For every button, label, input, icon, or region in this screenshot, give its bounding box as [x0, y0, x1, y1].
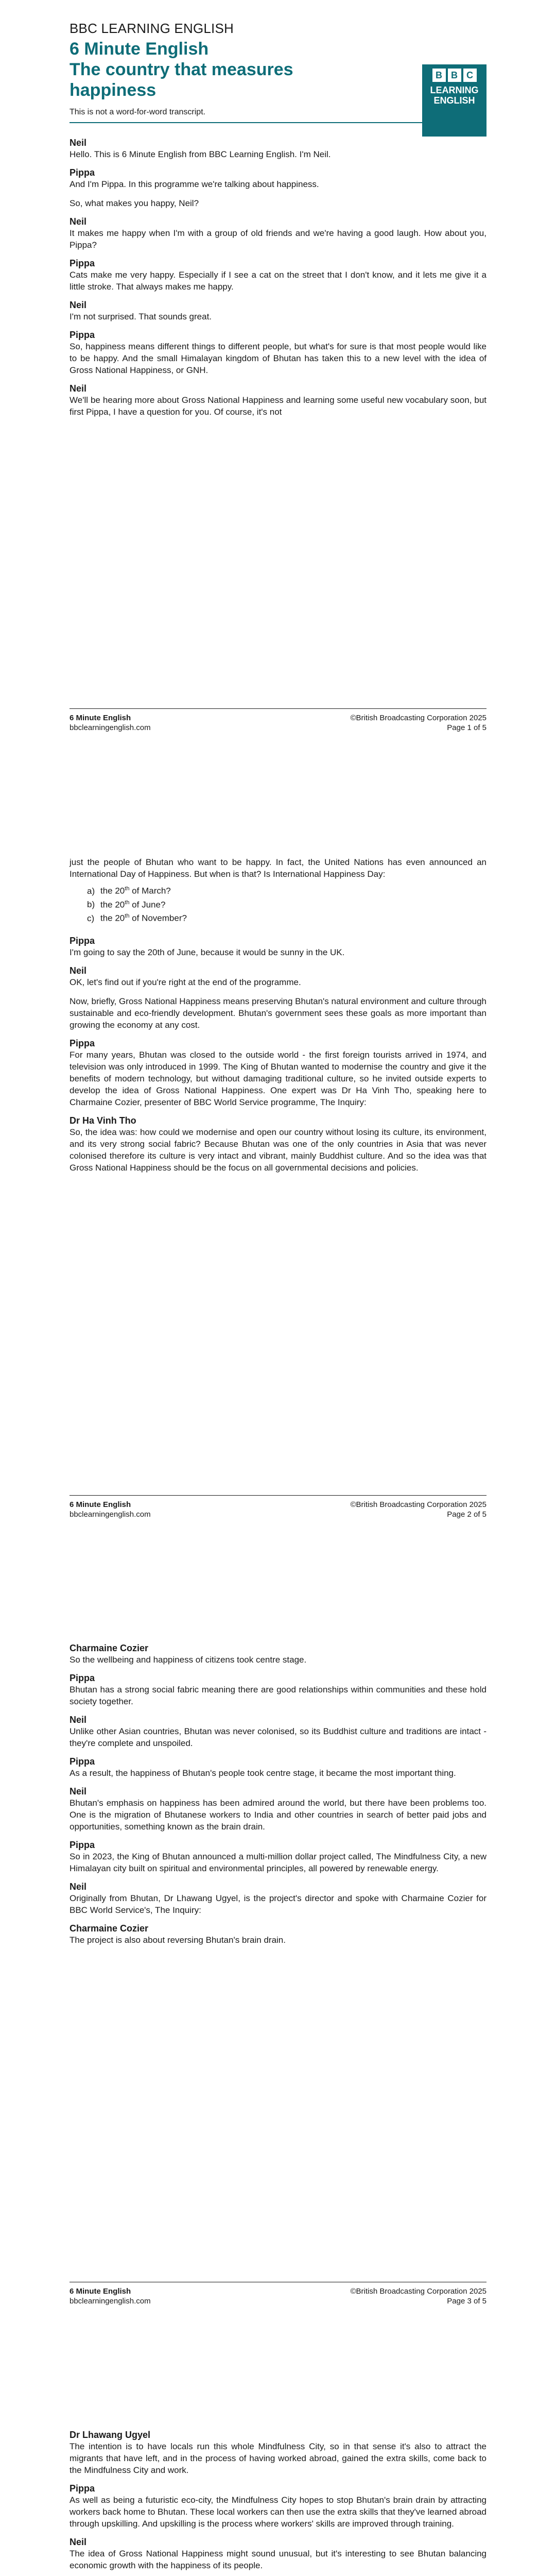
quiz-options — [70, 883, 486, 924]
dialogue-text: So in 2023, the King of Bhutan announced a multi-million dollar project called, The Mindfulness City, a new Himalayan city built on spiritual and environmental principles, all powered by renewable energy. — [70, 1852, 486, 1873]
footer-rule — [70, 708, 486, 709]
dialogue-text: I'm going to say the 20th of June, because it would be sunny in the UK. — [70, 947, 345, 957]
speaker-name: Pippa — [70, 1756, 95, 1767]
dialogue-text: For many years, Bhutan was closed to the outside world - the first foreign tourists arrived in 1974, and television was only introduced in 1999. The King of Bhutan wanted to modernise the country and give it the benefits of modern technology, but without damaging traditional culture, so he invited outside experts to develop the idea of Gross National Happiness. One expert was Dr Ha Vinh Tho, speaking here to Charmaine Cozier, presenter of BBC World Service programme, The Inquiry: — [70, 1049, 486, 1107]
speaker-name: Charmaine Cozier — [70, 1643, 149, 1653]
dialogue-text: I'm not surprised. That sounds great. — [70, 312, 212, 321]
speaker-name: Pippa — [70, 330, 95, 340]
speaker-name: Pippa — [70, 258, 95, 268]
footer-page-number: Page 2 of 5 — [447, 1510, 486, 1519]
speaker-name: Neil — [70, 1882, 87, 1892]
episode-title: The country that measures happiness — [70, 60, 293, 100]
brand-line: BBC LEARNING ENGLISH — [70, 21, 234, 36]
dialogue-block — [70, 1643, 486, 1666]
question-intro: just the people of Bhutan who want to be happy. In fact, the United Nations has even announced an International Day of Happiness. But when is that? Is International Happiness Day: — [70, 857, 486, 879]
dialogue-block — [70, 995, 486, 1031]
dialogue-block — [70, 1038, 486, 1108]
dialogue-text: Originally from Bhutan, Dr Lhawang Ugyel, is the project's director and spoke with Charmaine Cozier for BBC World Service's, The Inquiry: — [70, 1893, 486, 1915]
dialogue-block — [70, 1786, 486, 1833]
footer-program: 6 Minute English — [70, 2287, 131, 2296]
dialogue-block — [70, 1673, 486, 1707]
logo-b1: B — [432, 69, 446, 82]
dialogue-text: We'll be hearing more about Gross National Happiness and learning some useful new vocabulary soon, but first Pippa, I have a question for you. Of course, it's not — [70, 395, 486, 417]
dialogue-text: So, the idea was: how could we modernise and open our country without losing its culture, its environment, and its very strong social fabric? Because Bhutan was one of the only countries in Asia that was never colonised therefore its culture is very intact and vibrant, mainly Buddhist culture. And so the idea was that Gross National Happiness should be the focus on all governmental decisions and policies. — [70, 1127, 486, 1173]
dialogue-block — [70, 2537, 486, 2571]
dialogue-block — [70, 965, 486, 988]
dialogue-text: So the wellbeing and happiness of citizens took centre stage. — [70, 1655, 307, 1665]
quiz-option: b) the 20th of June? — [87, 899, 166, 910]
dialogue-block — [70, 258, 486, 293]
speaker-name: Neil — [70, 1786, 87, 1797]
speaker-name: Pippa — [70, 2483, 95, 2494]
dialogue-text: And I'm Pippa. In this programme we're talking about happiness. — [70, 179, 319, 189]
speaker-name: Neil — [70, 965, 87, 976]
dialogue-text: Unlike other Asian countries, Bhutan was never colonised, so its Buddhist culture and traditions are intact - they're complete and unspoiled. — [70, 1726, 486, 1748]
dialogue-text: Bhutan has a strong social fabric meaning there are good relationships within communities and these hold society together. — [70, 1685, 486, 1706]
dialogue-block — [70, 2483, 486, 2530]
speaker-name: Neil — [70, 383, 87, 394]
dialogue-text: As a result, the happiness of Bhutan's people took centre stage, it became the most important thing. — [70, 1768, 456, 1778]
dialogue-block — [70, 936, 486, 958]
footer-page-1 — [70, 708, 486, 733]
page-3 — [0, 1573, 556, 2360]
dialogue-block — [70, 2430, 486, 2476]
dialogue-block — [70, 383, 486, 418]
footer-program: 6 Minute English — [70, 1500, 131, 1509]
footer-copyright: ©British Broadcasting Corporation 2025 — [350, 2287, 486, 2296]
speaker-name: Pippa — [70, 1673, 95, 1683]
footer-page-number: Page 3 of 5 — [447, 2297, 486, 2306]
footer-page-number: Page 1 of 5 — [447, 723, 486, 732]
logo-word-2: ENGLISH — [433, 95, 475, 106]
speaker-name: Neil — [70, 300, 87, 310]
dialogue-block — [70, 1840, 486, 1874]
speaker-name: Dr Lhawang Ugyel — [70, 2430, 151, 2440]
speaker-name: Neil — [70, 2537, 87, 2547]
page-1 — [0, 0, 556, 787]
speaker-name: Charmaine Cozier — [70, 1923, 149, 1934]
page-4 — [0, 2360, 556, 2576]
footer-page-3 — [70, 2282, 486, 2306]
dialogue-text: Cats make me very happy. Especially if I see a cat on the street that I don't know, and it lets me give it a little stroke. That always makes me happy. — [70, 270, 486, 292]
dialogue-text: OK, let's find out if you're right at the end of the programme. — [70, 977, 301, 987]
dialogue-text: It makes me happy when I'm with a group of old friends and we're having a good laugh. How about you, Pippa? — [70, 228, 486, 250]
dialogue-block — [70, 1882, 486, 1916]
page-2 — [0, 787, 556, 1573]
footer-copyright: ©British Broadcasting Corporation 2025 — [350, 1500, 486, 1509]
speaker-name: Neil — [70, 1715, 87, 1725]
dialogue-block — [70, 300, 486, 323]
dialogue-block — [70, 216, 486, 251]
dialogue-text: So, happiness means different things to different people, but what's for sure is that most people would like to be happy. And the small Himalayan kingdom of Bhutan has taken this to a new level with the idea of Gross National Happiness, or GNH. — [70, 342, 486, 375]
footer-site: bbclearningenglish.com — [70, 723, 151, 732]
speaker-name: Pippa — [70, 1840, 95, 1850]
dialogue-text: As well as being a futuristic eco-city, the Mindfulness City hopes to stop Bhutan's brain drain by attracting workers back home to Bhutan. These local workers can then use the extra skills that they've learned abroad through upskilling. And upskilling is the process where workers' skills are improved through training. — [70, 2495, 486, 2529]
footer-copyright: ©British Broadcasting Corporation 2025 — [350, 714, 486, 722]
dialogue-block — [70, 1715, 486, 1749]
quiz-option: c) the 20th of November? — [87, 913, 187, 923]
quiz-option: a) the 20th of March? — [87, 886, 171, 896]
logo-c: C — [463, 69, 477, 82]
logo-b2: B — [448, 69, 461, 82]
dialogue-text: The intention is to have locals run this whole Mindfulness City, so in that sense it's also to attract the migrants that have left, and in the process of having worked abroad, gained the extra skills, come back to the Mindfulness City and work. — [70, 2442, 486, 2475]
speaker-name: Pippa — [70, 1038, 95, 1048]
dialogue-block — [70, 1756, 486, 1779]
speaker-name: Dr Ha Vinh Tho — [70, 1115, 136, 1126]
footer-site: bbclearningenglish.com — [70, 1510, 151, 1519]
dialogue-block — [70, 1923, 486, 1946]
logo-word-1: LEARNING — [430, 85, 479, 95]
bbc-learning-english-logo — [422, 64, 486, 137]
footer-site: bbclearningenglish.com — [70, 2297, 151, 2306]
speaker-name: Neil — [70, 216, 87, 227]
dialogue-text: The project is also about reversing Bhutan's brain drain. — [70, 1935, 286, 1945]
dialogue-block — [70, 330, 486, 376]
speaker-name: Pippa — [70, 167, 95, 178]
footer-program: 6 Minute English — [70, 714, 131, 722]
dialogue-text: The idea of Gross National Happiness might sound unusual, but it's interesting to see Bhutan balancing economic growth with the happiness of its people. — [70, 2549, 486, 2570]
speaker-name: Neil — [70, 138, 87, 148]
dialogue-text: So, what makes you happy, Neil? — [70, 198, 199, 208]
footer-page-2 — [70, 1495, 486, 1519]
speaker-name: Pippa — [70, 935, 95, 946]
dialogue-text: Now, briefly, Gross National Happiness means preserving Bhutan's natural environment and culture through sustainable and eco-friendly development. Bhutan's government sees these goals as more important than growing the economy at any cost. — [70, 996, 486, 1030]
dialogue-block — [70, 1115, 486, 1174]
dialogue-text: Hello. This is 6 Minute English from BBC Learning English. I'm Neil. — [70, 149, 331, 159]
dialogue-block — [70, 167, 486, 190]
dialogue-block — [70, 197, 486, 209]
footer-rule — [70, 1495, 486, 1496]
program-title: 6 Minute English — [70, 39, 209, 59]
disclaimer: This is not a word-for-word transcript. — [70, 108, 206, 116]
dialogue-block — [70, 138, 486, 160]
dialogue-text: Bhutan's emphasis on happiness has been admired around the world, but there have been problems too. One is the migration of Bhutanese workers to India and other countries in search of better paid jobs and opportunities, something known as the brain drain. — [70, 1798, 486, 1832]
